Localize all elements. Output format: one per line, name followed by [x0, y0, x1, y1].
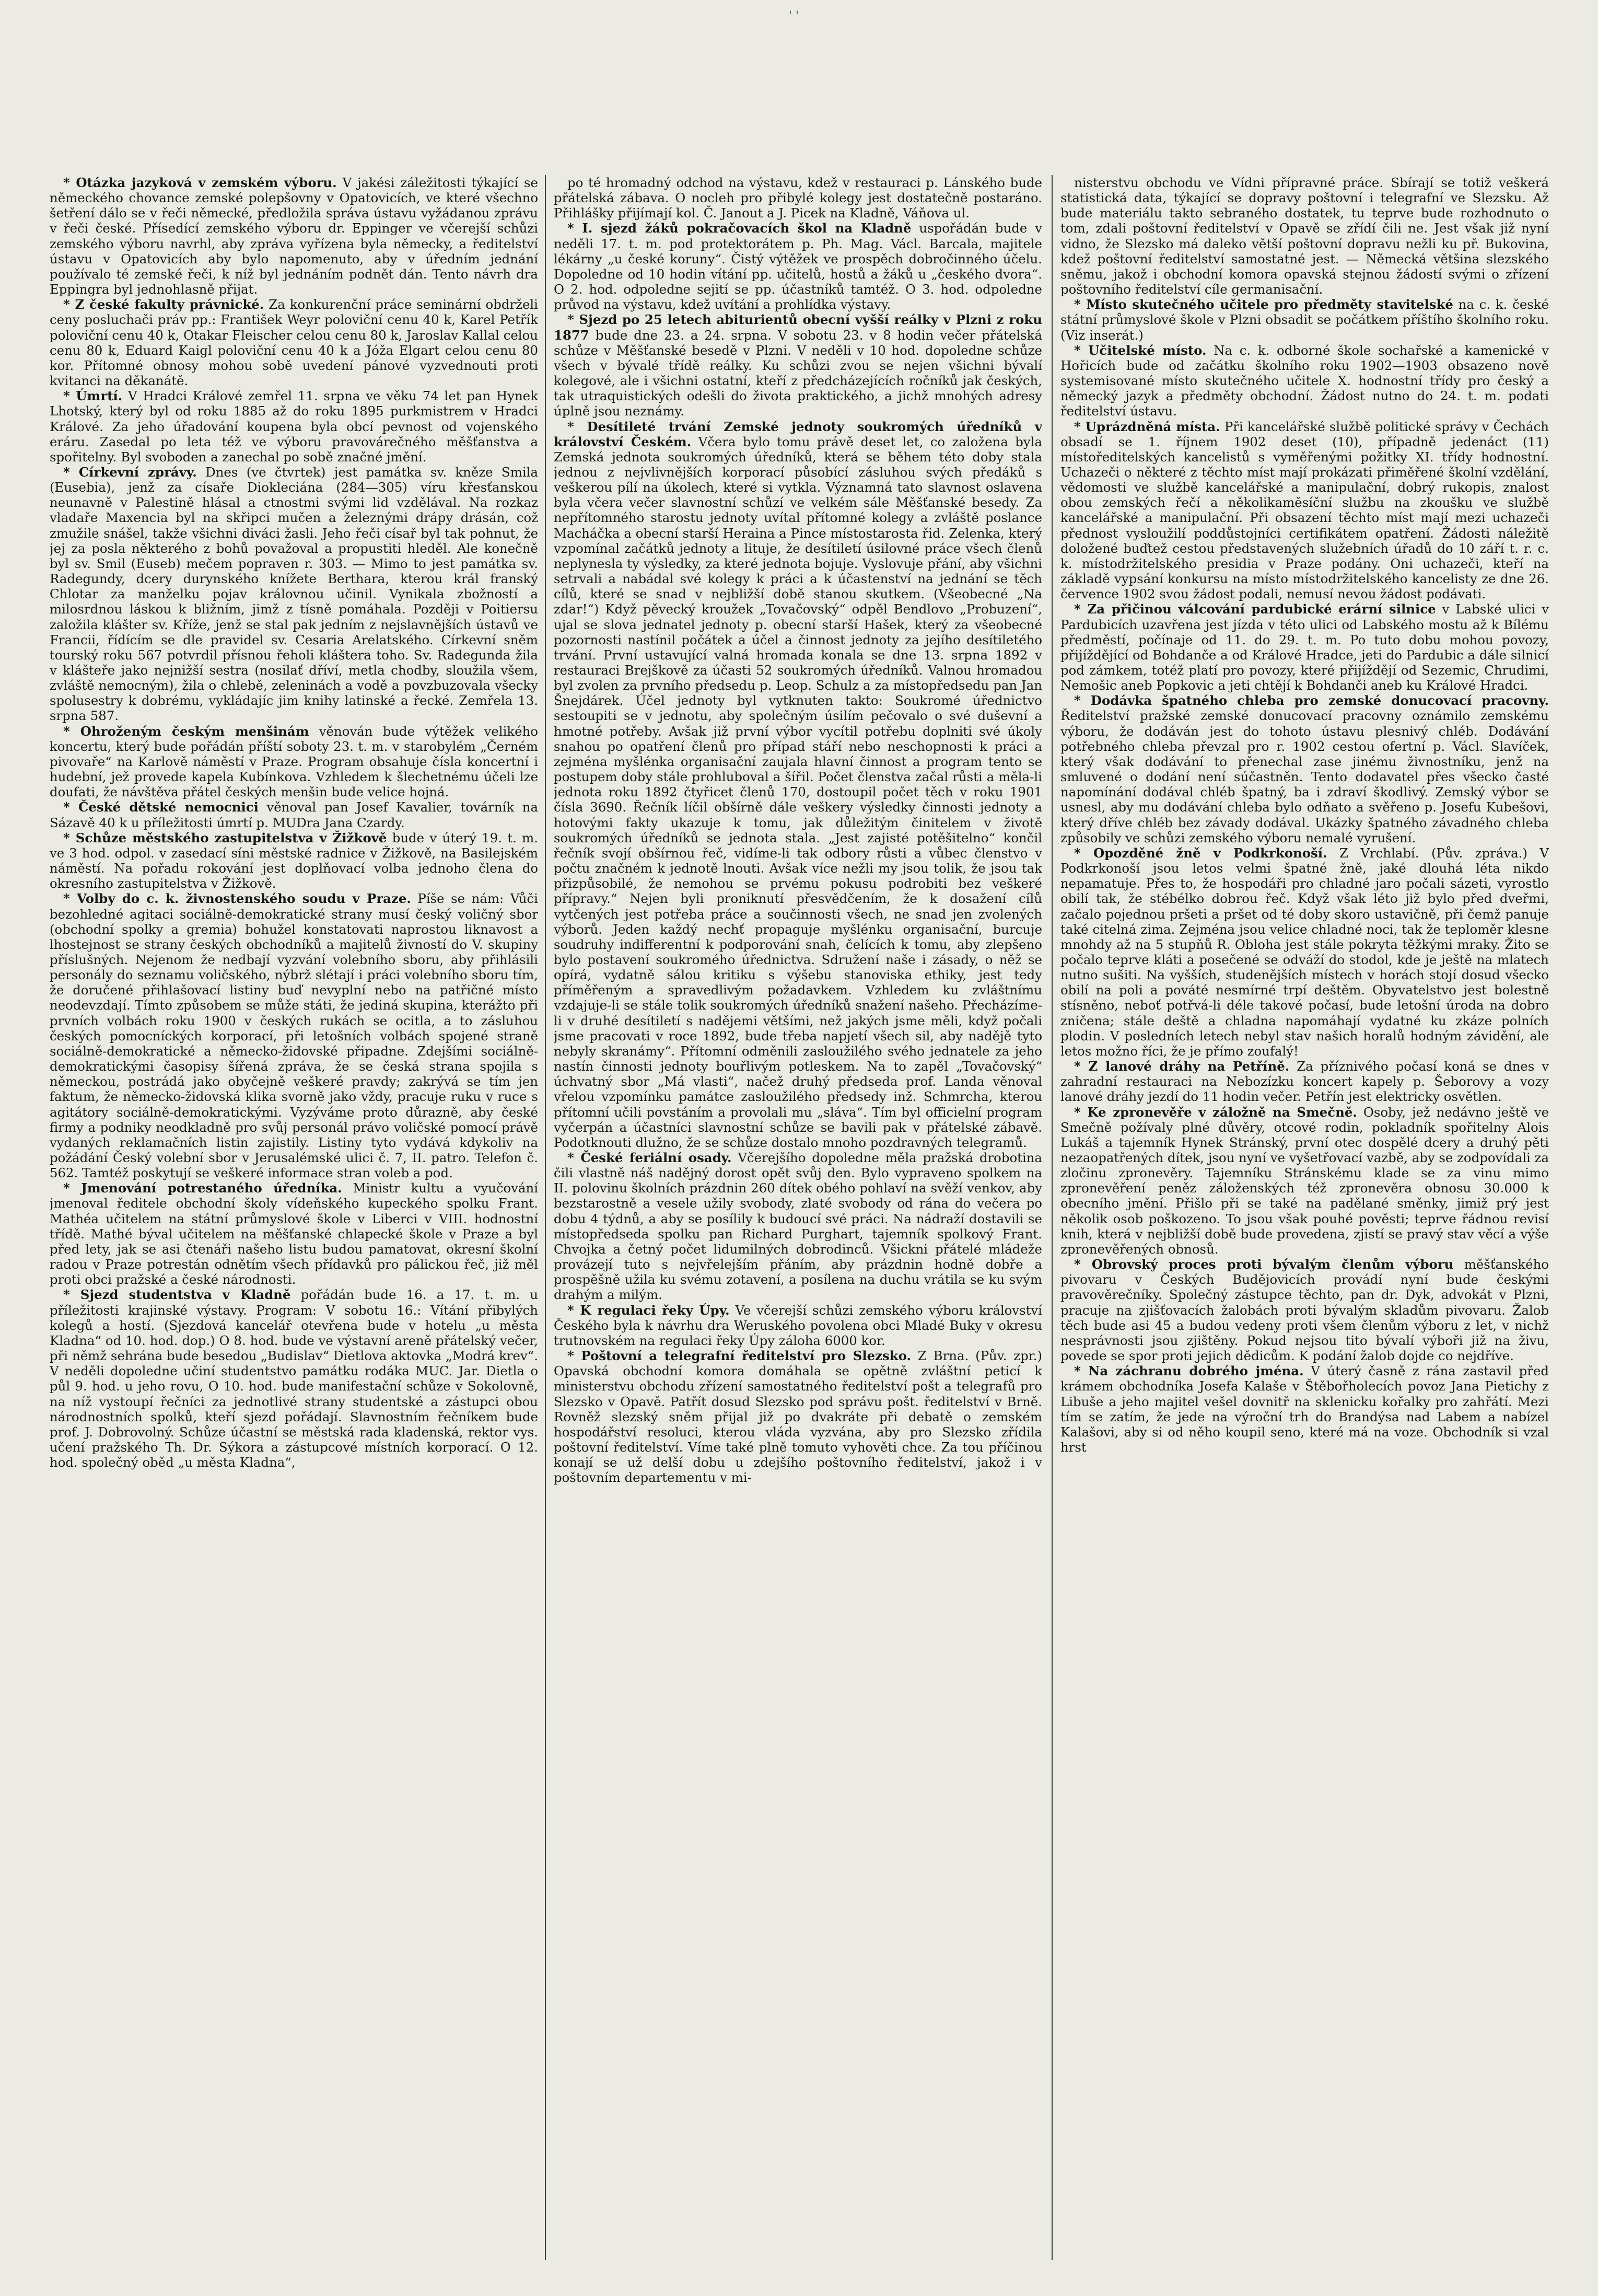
news-item-body: Píše se nám: Vůči bezohledné agitaci sociálně-demokratické strany musí český voličný sbor (obchodní spolky a gremia) bohužel konstatovati naprostou liknavost a lhostejnost se strany českých obchodníků a majitelů živností do V. skupiny příslušných. Nejenom že nedbají vyzvání volebního sboru, aby přihlásili personály do seznamu voličského, nýbrž slétají i práci volebního sboru tím, že doručené přihlašovací listiny buď nevyplní nebo na patřičné místo neodevzdají. Tímto způsobem se může státi, že jediná skupina, kterážto při prvních volbách roku 1900 v českých rukách se ocitla, a to zásluhou českých pomocníckých korporací, při letošních volbách spojené straně sociálně-demokratické a německo-židovské připadne. Zdejšími sociálně-demokratickými časopisy šířená zpráva, že se česká strana spojila s německou, postrádá jako obyčejně veškeré pravdy; zakrývá se tím jen faktum, že německo-židovská klika svorně jako vždy, pracuje ruku v ruce s agitátory sociálně-demokratickými. Vyzýváme proto důrazně, aby české firmy a podniky neodkladně pro svůj personál právo voličské pomocí právě vydaných reklamačních listin zajistily. Listiny tyto vydává kdykoliv na požádání Český volební sbor v Jerusalémské ulici č. 7, II. patro. Telefon č. 562. Tamtéž poskytují se veškeré informace stran voleb a pod. [50, 891, 538, 1181]
news-item [50, 891, 538, 1180]
news-item-heading: * Z české fakulty právnické. [63, 297, 264, 312]
news-item-heading: * Opozděné žně v Podkrkonoší. [1074, 845, 1327, 861]
news-item-heading: * Místo skutečného učitele pro předměty stavitelské [1074, 297, 1453, 312]
news-item-body: věnován bude výtěžek velikého koncertu, který bude pořádán příští soboty 23. t. m. v starobylém „Černém pivovaře“ na Karlově náměstí v Praze. Program obsahuje čísla koncertní i hudební, jež provede kapela Kubínkova. Vzhledem k šlechetnému účeli lze doufati, že návštěva přátel českých menšin bude velice hojná. [50, 723, 538, 800]
news-item-body: bude v úterý 19. t. m. ve 3 hod. odpol. v zasedací síni městské radnice v Žižkově, na Basilejském náměstí. Na pořadu rokování jest doplňovací volba jednoho člena do okresního zastupitelstva v Žižkově. [50, 830, 538, 891]
news-item-body: na c. k. české státní průmyslové škole v Plzni obsadit se počátkem příštího školního roku. (Viz inserát.) [1060, 297, 1549, 343]
news-item-heading: * Schůze městského zastupitelstva v Žižkově [63, 830, 387, 845]
news-item-heading: * Církevní zprávy. [63, 464, 197, 480]
news-item [1060, 1059, 1549, 1104]
news-item-heading: * Z lanové dráhy na Petříně. [1074, 1059, 1290, 1074]
news-item-heading: * Úmrtí. [63, 388, 123, 404]
news-item [554, 419, 1042, 1151]
news-item [50, 1287, 538, 1470]
news-item [50, 388, 538, 465]
news-item [554, 1303, 1042, 1348]
news-item-body: Za konkurenční práce seminární obdrželi ceny posluchači práv pp.: František Weyr poloviční cenu 40 k, Karel Petřík poloviční cenu 40 k, Otakar Fleischer celou cenu 80 k, Jaroslav Kallal celou cenu 80 k, Eduard Kaigl poloviční cenu 40 k a Jóža Elgart celou cenu 80 kor. Přítomné obnosy mohou sobě uvedení pánové vyzvednouti proti kvitanci na děkanátě. [50, 297, 538, 389]
news-item [554, 1348, 1042, 1485]
news-item-heading: * Dodávka špatného chleba pro zemské donucovací pracovny. [1074, 693, 1549, 709]
news-item [50, 175, 538, 297]
news-item [1060, 693, 1549, 845]
column-divider [1052, 175, 1053, 2260]
page-top-mark: ' ' [789, 9, 799, 22]
news-item-heading: * Poštovní a telegrafní ředitelství pro Slezsko. [567, 1348, 911, 1364]
news-item-heading: * I. sjezd žáků pokračovacích škol na Kladně [567, 221, 912, 236]
news-item-body: Dnes (ve čtvrtek) jest památka sv. kněze Smila (Eusebia), jenž za císaře Diokleciána (284—305) víru křesťanskou neunavně v Palestině hlásal a ctnostmi svými lid vzdělával. Na rozkaz vladaře Maxencia byl na skřipci mučen a železnými drápy drásán, což zmužile snášel, takže všichni diváci žasli. Jeho řeči císař byl tak pohnut, že jej za posla některého z bohů považoval a propustiti hleděl. Ale konečně byl sv. Smil (Euseb) mečem popraven r. 303. — Mimo to jest památka sv. Radegundy, dcery durynského knížete Berthara, kterou král franský Chlotar za manželku pojav královnou učinil. Vynikala zbožností a milosrdnou láskou k bližním, jimž z tísně pomáhala. Později v Poitiersu založila klášter sv. Kříže, jenž se stal pak jedním z nejslavnějších ústavů ve Francii, řídícím se dle pravidel sv. Cesaria Arelatského. Církevní sněm tourský roku 567 potvrdil přísnou řeholi kláštera toho. Sv. Radegunda žila v klášteře jako nejnižší sestra (nosilať dříví, metla chodby, sloužila všem, zvláště nemocným), žila o chlebě, zeleninách a vodě a povzbuzovala všecky spolusestry k dobrému, vykládajíc jim knihy latinské a řecké. Zemřela 13. srpna 587. [50, 464, 538, 724]
news-item-body: Ve včerejší schůzi zemského výboru království Českého byla k návrhu dra Weruského povolena obci Mladé Buky v okresu trutnovském na regulaci řeky Úpy záloha 6000 kor. [554, 1302, 1042, 1348]
news-item-body: Při kancelářské službě politické správy v Čechách obsadí se 1. říjnem 1902 deset (10), případně jedenáct (11) místoředitelských kancelistů s vyměřenými požitky XI. třídy hodnostní. Uchazeči o některé z těchto míst mají prokázati přiměřené školní vzdělání, vědomosti ve službě kancelářské a manipulační, dobrý rukopis, znalost obou zemských řečí a několikaměsíční službu na zkoušku ve službě kancelářské a manipulační. Při obsazení těchto míst mají mezi uchazeči přednost vysloužilí poddůstojníci certifikátem opatření. Žádosti náležitě doložené buďtež cestou představených služebních úřadů do 10 září t. r. c. k. místodržitelského presidia v Praze podány. Oni uchazeči, kteří na základě vypsání konkursu na místo místodržitelského kancelisty ze dne 26. července 1902 svou žádost podali, nemusí nevou žádost podávati. [1060, 419, 1549, 602]
news-item-body: Z Vrchlabí. (Pův. zpráva.) V Podkrkonoší jsou letos velmi špatné žně, jaké dlouhá léta nikdo nepamatuje. Přes to, že hospodáři pro chladné jaro počali sázeti, vyrostlo obilí tak, že stébélko dobrou řeč. Když však léto již bylo před dveřmi, začalo pojednou pršeti a pršet od té doby skoro ustavičně, při čemž panuje také citelná zima. Zejména jsou velice chladné noci, tak že teploměr klesne mnohdy až na 5 stupňů R. Obloha jest stále pokryta těžkými mraky. Žito se počalo teprve kláti a posečené se odváží do stodol, kde je ještě na mlatech nutno sušiti. Na vyšších, studenějších místech v horách stojí dosud všecko obilí na poli a pováté nesmírné trpí deštěm. Obyvatelstvo jest bolestně stísněno, neboť potřvá-li déle takové počasí, bude letošní úroda na dobro zničena; stále deště a chladna napomáhají vydatné ku zkáze polních plodin. V posledních letech nebyl stav našich horalů hodným závidění, ale letos možno říci, že je přímo zoufalý! [1060, 845, 1549, 1059]
news-item-body: Včera bylo tomu právě deset let, co založena byla Zemská jednota soukromých úředníků, která se během této doby stala jednou z nejvlivnějších korporací působící zásluhou svých předáků s veškerou pílí na úkolech, které si vytkla. Významná tato slavnost oslavena byla včera večer slavnostní schůzí ve velkém sále Měšťanské besedy. Za nepřítomného starostu jednoty uvítal přítomné kolegy a zvláště poslance Macháčka a obecní starší Heraina a Pince místostarosta řid. Zelenka, který vzpomínal začátků jednoty a lituje, že desítiletí úsilovné práce všech členů neplynesla ty výsledky, za které jednota bojuje. Vyslovuje přání, aby všichni setrvali a nabádal své kolegy k práci a k účastenství na jednání se těch cílů, které se snad v nejbližší době stanou skutkem. (Všeobecné „Na zdar!“) Když pěvecký kroužek „Tovačovský“ odpěl Bendlovo „Probuzení“, ujal se slova jednatel jednoty p. obecní starší Hašek, který za všeobecné pozornosti nastínil počátek a účel a činnost jednoty za jejího desítiletého trvání. První ustavující valná hromada konala se dne 13. srpna 1892 v restauraci Brejškově za účasti 52 soukromých úředníků. Valnou hromadou byl zvolen za prvního předsedu p. Leop. Schulz a za místopředsedu pan Jan Šnejdárek. Účel jednoty byl vytknuten takto: Soukromé úřednictvo sestoupiti se v jednotu, aby společným úsilím pečovalo o své duševní a hmotné potřeby. Avšak již první výbor vycítil potřebu doplniti své úkoly snahou po opatření členů pro případ stáří nebo neschopnosti k práci a zejména myšlénka organisační zaujala hlavní činnost a program tento se postupem doby stále prohluboval a šířil. Počet členstva začal růsti a měla-li jednota roku 1892 čtyřicet členů 170, dostoupil počet těch v roku 1901 čísla 3690. Řečník líčil obšírně dále veškery výsledky činnosti jednoty a hotovými fakty ukazuje k tomu, jak důležitým činitelem v životě soukromých úředníků se jednota stala. „Jest zajisté potěšitelno“ končil řečník svojí obšírnou řeč, vidíme-li tak odbory růsti a vůbec členstvo v počtu značném k jednotě lnouti. Avšak více nežli my jsou tolik, že jsou tak přizpůsobilé, že nemohou se prvému pokusu podrobiti bez veškeré přípravy.“ Nejen byli proniknutí přesvědčením, že k dosažení cílů vytčených jest potřeba práce a součinnosti všech, ne snad jen zvolených výborů. Jeden každý nechť propaguje myšlénku organisační, burcuje soudruhy indifferentní k podporování snah, čelících k tomu, aby zlepšeno bylo postavení soukromého úřednictva. Sdružení naše i zásady, o něž se opírá, vydatně sálou kritiku s výšebu stanoviska ethiky, jest tedy příměřeným a spravedlivým požadavkem. Vzhledem ku zvláštnímu vzdajuje-li se stále tolik soukromých úředníků snažení našeho. Přecházíme-li v druhé desítiletí s nadějemi většími, než jakých jsme měli, když počali jsme pracovati v roce 1892, bude třeba napjetí všech sil, aby nadějě tyto nebyly skranámy“. Přítomní odměnili zasloužilého svého jednatele za jeho nastín činnosti jednoty bouřlivým potleskem. Na to zapěl „Tovačovský“ úchvatný sbor „Má vlasti“, načež druhý předseda prof. Landa věnoval vřelou vzpomínku památce zasloužilého předsedy inž. Schmrcha, kterou přítomní učili povstáním a provolali mu „sláva“. Tím byl officielní program vyčerpán a účastníci slavnostní schůze se bavili pak v přátelské zábavě. Podotknouti dlužno, že se schůze dostalo mnoho pozdravných telegramů. [554, 434, 1042, 1150]
news-item-body: pořádán bude 16. a 17. t. m. u příležitosti krajinské výstavy. Program: V sobotu 16.: Vítání přibylých kolegů a hostí. (Sjezdová kancelář otevřena bude v hotelu „u města Kladna“ od 10. hod. dop.) O 8. hod. bude ve výstavní areně přátelský večer, při němž sehrána bude besedou „Budislav“ Dietlova aktovka „Modrá krev“. V neděli dopoledne učiní studentstvo památku rodáka MUC. Jar. Dietla o půl 9. hod. u jeho rovu, O 10. hod. bude manifestační schůze v Sokolovně, na níž vystoupí řečníci za jednotlivé strany studentské a zástupci obou národnostních spolků, kteří sjezd pořádají. Slavnostním řečníkem bude prof. J. Dobrovolný. Schůze účastní se městská rada kladenská, rektor vys. učení pražského Th. Dr. Sýkora a zástupcové místních korporací. O 12. hod. společný oběd „u města Kladna“, [50, 1287, 538, 1470]
news-item-body: v Labské ulici v Pardubicích uzavřena jest jízda v této ulici od Labského mostu až k Bílému předměstí, počínaje od 11. do 29. t. m. Po tuto dobu mohou povozy, přijíždějící od Bohdanče a od Králové Hradce, jeti do Pardubic a dále silnicí pod zámkem, totéž platí pro povozy, které přijíždějí od Sezemic, Chrudimi, Nemošic aneb Popkovic a jeti chtějí k Bohdanči aneb ku Králové Hradci. [1060, 601, 1549, 693]
news-item-body: Včerejšího dopoledne měla pražská drobotina čili vlastně náš nadějný dorost opět svůj den. Bylo vypraveno spolkem na II. polovinu školních prázdnin 260 dítek obého pohlaví na svěží venkov, aby bezstarostně a vesele užily svobody, zlaté svobody od rána do večera po dobu 4 týdnů, a aby se posílily k budoucí své práci. Na nádraží dostavili se místopředseda spolku pan Richard Purghart, tajemník spolkový Frant. Chvojka a četný počet lidumilných dobrodinců. Všickni přátelé mládeže provázejí tuto s nejvřelejším přáním, aby prázdnin hodně dobře a prospěšně užila ku svému zotavení, a posílena na duchu vrátila se ku svým drahým a milým. [554, 1150, 1042, 1303]
news-item [50, 799, 538, 830]
news-item [554, 312, 1042, 419]
news-item [1060, 343, 1549, 419]
news-item [1060, 1257, 1549, 1363]
news-item-heading: * Za přičinou válcování pardubické erární silnice [1074, 601, 1436, 617]
news-item [1060, 1363, 1549, 1455]
news-item [50, 297, 538, 388]
news-item-body: V úterý časně z rána zastavil před krámem obchodníka Josefa Kalaše v Štěbořholecích povoz Jana Pietichy z Libuše a jeho majitel vešel dovnitř na sklenicku kořalky pro zahřátí. Mezi tím se zatím, že jede na výroční trh do Brandýsa nad Labem a nabízel Kalašovi, aby si od něho koupil seno, které má na voze. Obchodník si vzal hrst [1060, 1363, 1549, 1455]
news-item [554, 175, 1042, 221]
news-item-body: měšťanského pivovaru v Českých Budějovicích provádí nyní bude českými pravověrečníky. Společný zástupce těchto, pan dr. Dyk, advokát v Plzni, pracuje na zjišťovacích žalobách proti bývalým skladům pivovaru. Žalob těch bude asi 45 a budou vedeny proti všem členům výboru z let, v nichž nesprávnosti jsou zjištěny. Pokud nejsou tito bývalí výboři již na živu, povede se spor proti jejich dědicům. K podání žalob dojde co nejdříve. [1060, 1257, 1549, 1364]
news-item-heading: * Sjezd studentstva v Kladně [63, 1287, 291, 1303]
text-column-1 [50, 175, 538, 2260]
news-item [1060, 297, 1549, 342]
news-item-body: Na c. k. odborné škole sochařské a kamenické v Hořicích bude od začátku školního roku 1902—1903 obsazeno nově systemisované místo skutečného učitele X. hodnostní třídy pro český a německý jazyk a předměty obchodní. Žádost nutno do 24. t. m. podati ředitelství ústavu. [1060, 342, 1549, 419]
news-item [50, 724, 538, 800]
news-item-heading: * České dětské nemocnici [63, 799, 259, 815]
news-item-heading: * Sjezd po 25 letech abiturientů obecní vyšší reálky v Plzni z roku 1877 [554, 312, 1042, 343]
news-item-heading: * Na záchranu dobrého jména. [1074, 1363, 1304, 1379]
news-item [1060, 845, 1549, 1059]
news-item-heading: * Otázka jazyková v zemském výboru. [63, 175, 337, 190]
news-item-body: Ministr kultu a vyučování jmenoval ředitele obchodní školy vídeňského kupeckého spolku Frant. Mathéa učitelem na státní průmyslové škole v Liberci v VIII. hodnostní třídě. Mathé býval učitelem na měšťanské chlapecké škole v Praze a byl před lety, jak se asi čtenáři našeho listu budou pamatovat, okresní školní radou v Praze potrestán odnětím všech přídavků pro pálickou řeč, již měl proti obci pražské a české národnosti. [50, 1180, 538, 1288]
news-item-heading: * Desítileté trvání Zemské jednoty soukromých úředníků v království Českém. [554, 419, 1042, 449]
news-item [1060, 1105, 1549, 1257]
news-item-heading: * Volby do c. k. živnostenského soudu v Praze. [63, 891, 411, 907]
news-item-heading: * České feriální osady. [567, 1150, 732, 1165]
news-item [1060, 601, 1549, 693]
news-item-heading: * Obrovský proces proti bývalým členům výboru [1074, 1257, 1454, 1272]
news-item-body: V jakési záležitosti týkající se německého chovance zemské polepšovny v Opatovicích, ve které všechno šetření dálo se v řeči německé, předložila správa ústavu vyžádanou zprávu v řeči české. Přísedící zemského výboru dr. Eppinger ve včerejší schůzi zemského výboru navrhl, aby zpráva vyřízena byla německy, a ředitelství ústavu v Opatovicích aby bylo napomenuto, aby v úředním jednání používalo té zemské řeči, k níž byl jednáním podnět dán. Tento návrh dra Eppingra byl jednohlasně přijat. [50, 175, 538, 297]
news-item [554, 221, 1042, 312]
news-item-body: V Hradci Králové zemřel 11. srpna ve věku 74 let pan Hynek Lhotský, který byl od roku 1885 až do roku 1895 purkmistrem v Hradci Králové. Za jeho úřadování koupena byla obcí pevnost od vojenského eráru. Zasedal po leta též ve výboru pravovárečného měšťanstva a spořitelny. Byl svoboden a zanechal po sobě značné jmění. [50, 388, 538, 465]
news-item-heading: * Ke zpronevěře v záložně na Smečně. [1074, 1104, 1357, 1120]
news-item [50, 1180, 538, 1287]
news-item [50, 465, 538, 724]
news-item-body: Z Brna. (Pův. zpr.) Opavská obchodní komora domáhala se opětně zvláštní peticí k ministerstvu obchodu zřízení samostatného ředitelství pošt a telegrafů pro Slezsko v Opavě. Patřít dosud Slezsko pod správu pošt. ředitelství v Brně. Rovněž slezský sněm přijal již po dvakráte při debatě o zemském hospodářství resoluci, kterou vláda vyzvána, aby pro Slezsko zřídila poštovní ředitelství. Víme také plně tomuto vyhověti chce. Za tou příčinou konají se už delší dobu u zdejšího poštovního ředitelství, jakož i v poštovním departementu v mi- [554, 1348, 1042, 1486]
news-item-heading: * Jmenování potrestaného úředníka. [63, 1180, 342, 1196]
news-item [1060, 175, 1549, 297]
column-divider [545, 175, 546, 2260]
news-item-body: Za příznivého počasí koná se dnes v zahradní restauraci na Nebozízku koncert kapely p. Šeborovy a vozy lanové dráhy jezdí do 11 hodin večer. Petřín jest elektricky osvětlen. [1060, 1059, 1549, 1105]
news-item [1060, 419, 1549, 602]
news-item-body: Osoby, jež nedávno ještě ve Smečně požívaly plné důvěry, otcové rodin, pokladník spořitelny Alois Lukáš a tajemník Hynek Stránský, první otec dospělé dcery a druhý pěti nezaopatřených dítek, jsou nyní ve vyšetřovací vazbě, aby se zodpovídali za zločinu zpronevěry. Tajemníku Stránskému klade se za vinu mimo zpronevěření peněz záloženských též zpronevěra obnosu 30.000 k obecního jmění. Přišlo při se také na padělané směnky, jimiž prý jest několik osob poškozeno. To jsou však pouhé pověsti; teprve řádnou revisí knih, která v nejbližší době bude provedena, zjistí se pravý stav věcí a výše zpronevěřených obnosů. [1060, 1104, 1549, 1257]
news-item [554, 1150, 1042, 1303]
text-column-3 [1060, 175, 1549, 2260]
news-item-heading: * Uprázdněná místa. [1074, 419, 1220, 434]
news-item-body: Ředitelství pražské zemské donucovací pracovny oznámilo zemskému výboru, že dodáván jest do tohoto ústavu plesnivý chléb. Dodávání potřebného chleba převzal pro r. 1902 cestou ofertní p. Václ. Slavíček, který však dodávání to přenechal zase jinému živnostníku, jenž na smluvené o dodání není súčastněn. Tento dodavatel přes všecko časté napomínání dodával chléb špatný, ba i zdraví škodlivý. Zemský výbor se usnesl, aby mu dodávání chleba bylo odňato a svěřeno p. Josefu Kubešovi, který dříve chléb bez závady dodával. Ukázky špatného závadného chleba způsobily ve schůzi zemského výboru nemalé vyrušení. [1060, 708, 1549, 845]
news-item-heading: * K regulaci řeky Úpy. [567, 1302, 730, 1318]
news-item-body: věnoval pan Josef Kavalier, továrník na Sázavě 40 k u příležitosti úmrtí p. MUDra Jana Czardy. [50, 799, 538, 830]
news-item [50, 830, 538, 891]
news-item-heading: * Ohroženým českým menšinám [63, 723, 309, 739]
news-item-body: bude dne 23. a 24. srpna. V sobotu 23. v 8 hodin večer přátelská schůze v Měšťanské besedě v Plzni. V neděli v 10 hod. dopoledne schůze všech v bývalé třídě reálky. Ku schůzi zvou se nejen všichni bývalí kolegové, ale i všichni ostatní, kteří z předcházejících ročníků jak českých, tak utraquistických odešli do života praktického, a jichž mnohých adresy úplně jsou neznámy. [554, 327, 1042, 419]
news-item-body: po té hromadný odchod na výstavu, kdež v restauraci p. Lánského bude přátelská zábava. O nocleh pro přibylé kolegy jest dostatečně postaráno. Přihlášky přijímají kol. Č. Janout a J. Picek na Kladně, Váňova ul. [554, 175, 1042, 221]
news-item-body: nisterstvu obchodu ve Vídni přípravné práce. Sbírají se totiž veškerá statistická data, týkající se dopravy poštovní i telegrafní ve Slezsku. Až bude materiálu takto sebraného dostatek, tu teprve bude rozhodnuto o tom, zdali poštovní ředitelství v Opavě se zřídí čili ne. Jest však již nyní vidno, že Slezsko má daleko větší poštovní dopravu nežli ku př. Bukovina, kdež poštovní ředitelství samostatné jest. — Německá většina slezského sněmu, jakož i obchodní komora opavská stejnou žádostí svými o zřízení poštovního ředitelství cíle germanisační. [1060, 175, 1549, 297]
text-column-2 [554, 175, 1042, 2260]
news-item-body: uspořádán bude v neděli 17. t. m. pod protektorátem p. Ph. Mag. Václ. Barcala, majitele lékárny „u české koruny“. Čistý výtěžek ve prospěch dobročinného účelu. Dopoledne od 10 hodin vítání pp. učitelů, hostů a žáků u „českého dvora“. O 2. hod. odpoledne sejití se pp. účastníků tamtéž. O 3. hod. odpoledne průvod na výstavu, kdež uvítání a prohlídka výstavy. [554, 221, 1042, 312]
news-item-heading: * Učitelské místo. [1074, 342, 1207, 358]
